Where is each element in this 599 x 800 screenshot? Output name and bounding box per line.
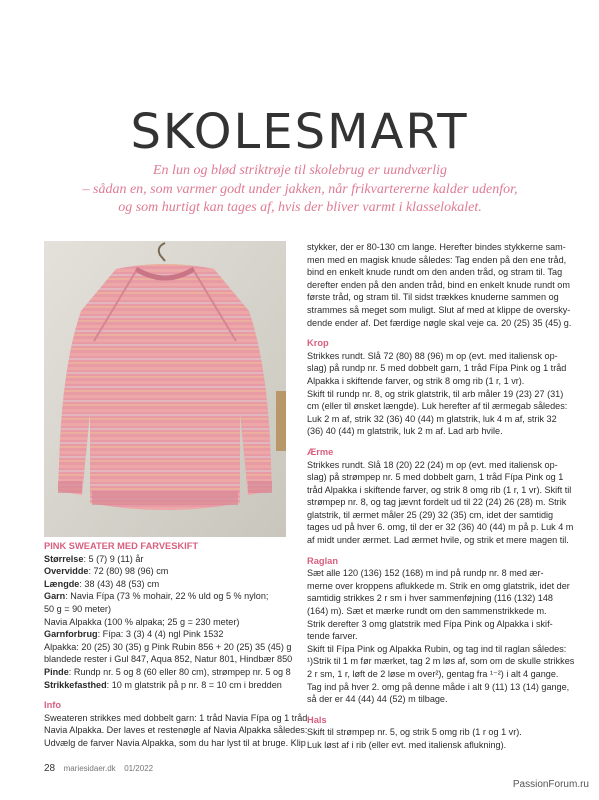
issue-number: 01/2022 — [124, 764, 154, 773]
spec-value: : 10 m glatstrik på p nr. 8 = 10 cm i bredden — [106, 679, 282, 690]
intro-line: første tråd, og stram til. Til sidst trækkes knuderne sammen og — [307, 292, 559, 303]
intro-line: strammes så meget som muligt. Slut af med at klippe de oversky- — [307, 304, 571, 315]
spec-line — [44, 679, 294, 692]
aerme-line: strømpep nr. 8, og tag jævnt fordelt ud til 22 (24) 26 (28) m. Strik — [307, 497, 567, 508]
info-line: Navia Alpakka. Der laves et restenøgle af Navia Alpakka således: — [44, 725, 308, 736]
spec-value: : Navia Fípa (73 % mohair, 22 % uld og 5 % nylon; — [65, 591, 269, 602]
spec-line — [44, 590, 294, 603]
right-column — [307, 241, 575, 752]
spec-value: Navia Alpakka (100 % alpaka; 25 g = 230 meter) — [44, 616, 240, 627]
spec-label: Længde — [44, 578, 80, 589]
raglan-line: ¹)Strik til 1 m før mærket, tag 2 m løs af, som om de skulle strikkes — [307, 656, 575, 667]
spec-line — [44, 641, 294, 654]
magazine-name: mariesidaer.dk — [63, 764, 116, 773]
sweater-photo — [44, 241, 286, 537]
info-line: Udvælg de farver Navia Alpakka, som du har lyst til at bruge. Klip — [44, 737, 306, 748]
article-title: SKOLESMART — [130, 104, 469, 160]
intro-line: derefter enden på den anden tråd, bind en enkelt knude rundt om — [307, 279, 570, 290]
raglan-line: (164) m). Sæt et mærke rundt om den sammenstrikkede m. — [307, 606, 547, 617]
spec-label: Garnforbrug — [44, 629, 98, 640]
info-heading: Info — [44, 700, 62, 711]
spec-label: Overvidde — [44, 566, 89, 577]
lead-line: og som hurtigt kan tages af, hvis der bliver varmt i klasselokalet. — [118, 200, 482, 215]
aerme-line: tråd Alpakka i skiftende farver, og strik 8 omg rib (1 r, 1 vr). Skift til — [307, 484, 572, 495]
left-column — [44, 540, 308, 750]
aerme-heading: Ærme — [307, 446, 334, 457]
intro-line: bind en enkelt knude rundt om den anden tråd, og stram til. Tag — [307, 267, 563, 278]
spec-line — [44, 578, 294, 591]
spec-line — [44, 603, 294, 616]
spec-line — [44, 653, 294, 666]
spec-label: Garn — [44, 591, 66, 602]
raglan-line: samtidig strikkes 2 r sm i hver sammenføjning (116 (132) 148 — [307, 593, 553, 604]
spec-line — [44, 628, 294, 641]
page-number: 28 — [44, 763, 56, 774]
spec-label: Strikkefasthed — [44, 679, 107, 690]
spec-value: : Rundp nr. 5 og 8 (60 eller 80 cm), strømpep nr. 5 og 8 — [68, 666, 291, 677]
raglan-heading: Raglan — [307, 555, 338, 566]
spec-value: 50 g = 90 meter) — [44, 603, 111, 614]
spec-value: : 72 (80) 98 (96) cm — [88, 566, 169, 577]
krop-line: Luk 2 m af, strik 32 (36) 40 (44) m glatstrik, luk 4 m af, strik 32 — [307, 413, 557, 424]
raglan-line: Skift til Fípa Pink og Alpakka Rubin, og tag ind til raglan således: — [307, 643, 567, 654]
raglan-line: Strik derefter 3 omg glatstrik med Fípa Pink og Alpakka i skif- — [307, 618, 553, 629]
page-footer — [44, 763, 153, 774]
aerme-line: slag) på strømpep nr. 5 med dobbelt garn, 1 tråd Fípa Pink og 1 — [307, 472, 564, 483]
intro-line: men med en magisk knude således: Tag enden på den ene tråd, — [307, 254, 567, 265]
hals-heading: Hals — [307, 714, 327, 725]
intro-line: stykker, der er 80-130 cm lange. Herefter bindes stykkerne sam- — [307, 242, 566, 252]
spec-line — [44, 553, 294, 566]
spec-line — [44, 616, 294, 629]
aerme-line: Strikkes rundt. Slå 18 (20) 22 (24) m op (evt. med italiensk op- — [307, 459, 558, 470]
spec-value: : Fípa: 3 (3) 4 (4) ngl Pink 1532 — [97, 629, 224, 640]
krop-line: slag) på rundp nr. 5 med dobbelt garn, 1 tråd Fípa Pink og 1 tråd — [307, 363, 567, 374]
aerme-line: tages ud på hver 6. omg, til der er 32 (36) 40 (44) m på p. Luk 4 m — [307, 522, 574, 533]
intro-line: dende ender af. Det færdige nøgle skal veje ca. 20 (25) 35 (45) g. — [307, 317, 572, 328]
spec-label: Pinde — [44, 666, 69, 677]
krop-line: Skift til rundp nr. 8, og strik glatstrik, til arb måler 19 (23) 27 (31) — [307, 388, 564, 399]
spec-value: : 5 (7) 9 (11) år — [83, 553, 144, 564]
raglan-line: merne over kroppens aflukkede m. Strik en omg glatstrik, idet der — [307, 580, 570, 591]
krop-line: (36) 40 (44) m glatstrik, luk 2 m af. Lad arb hvile. — [307, 426, 503, 437]
raglan-line: Tag ind på hver 2. omg på denne måde i alt 9 (11) 13 (14) gange, — [307, 681, 570, 692]
lead-text — [70, 162, 530, 218]
spec-line — [44, 565, 294, 578]
spec-value: blandede rester i Gul 847, Aqua 852, Natur 801, Hindbær 850 — [44, 654, 293, 665]
hals-line: Luk løst af i rib (eller evt. med italiensk aflukning). — [307, 739, 507, 750]
raglan-line: så der er 44 (44) 44 (52) m tilbage. — [307, 694, 448, 705]
raglan-line: 2 r sm, 1 r, løft de 2 løse m over²), gentag fra ¹⁻²) i alt 4 gange. — [307, 669, 559, 679]
krop-heading: Krop — [307, 338, 329, 349]
spec-line — [44, 666, 294, 679]
krop-line: Strikkes rundt. Slå 72 (80) 88 (96) m op (evt. med italiensk op- — [307, 350, 558, 361]
raglan-line: Sæt alle 120 (136) 152 (168) m ind på rundp nr. 8 med ær- — [307, 568, 544, 579]
spec-value: : 38 (43) 48 (53) cm — [79, 578, 160, 589]
lead-line: – sådan en, som varmer godt under jakken, når frikvartererne kalder udenfor, — [82, 181, 518, 197]
hals-line: Skift til strømpep nr. 5, og strik 5 omg rib (1 r og 1 vr). — [307, 727, 522, 738]
pattern-heading: PINK SWEATER MED FARVESKIFT — [44, 541, 199, 551]
watermark: PassionForum.ru — [512, 779, 589, 790]
aerme-line: af midt under ærmet. Lad ærmet hvile, og strik et mere magen til. — [307, 535, 569, 546]
info-line: Sweateren strikkes med dobbelt garn: 1 tråd Navia Fípa og 1 tråd — [44, 712, 308, 723]
spec-label: Størrelse — [44, 553, 84, 564]
lead-line: En lun og blød striktrøje til skolebrug er uundværlig — [153, 163, 447, 178]
krop-line: cm (eller til ønsket længde). Luk herefter af til ærmegab således: — [307, 401, 568, 412]
spec-value: Alpakka: 20 (25) 30 (35) g Pink Rubin 856 + 20 (25) 35 (45) g — [44, 641, 292, 652]
krop-line: Alpakka i skiftende farver, og strik 8 omg rib (1 r, 1 vr). — [307, 375, 525, 386]
raglan-line: tende farver. — [307, 631, 358, 642]
aerme-line: glatstrik, til ærmet måler 25 (29) 32 (35) cm, idet der samtidig — [307, 509, 554, 520]
